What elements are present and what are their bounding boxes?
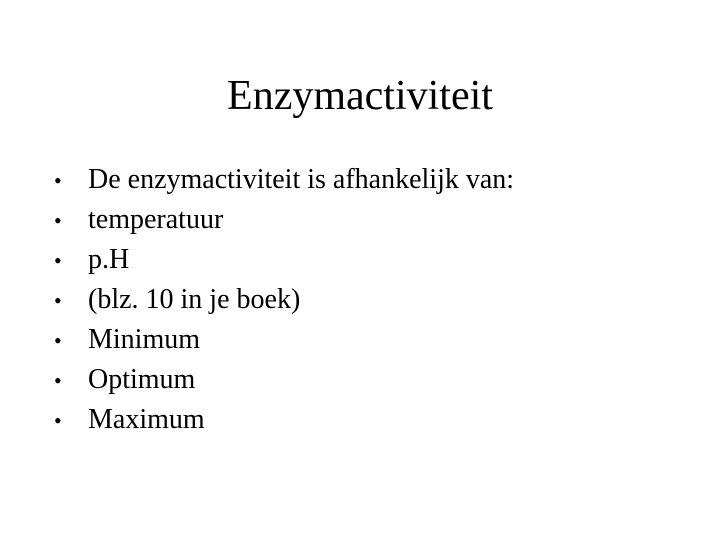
bullet-icon: •	[54, 368, 62, 393]
bullet-item	[54, 280, 694, 320]
bullet-text: De enzymactiviteit is afhankelijk van:	[88, 164, 515, 195]
bullet-item	[54, 400, 694, 440]
bullet-item	[54, 360, 694, 400]
bullet-icon: •	[54, 248, 62, 273]
bullet-icon: •	[54, 208, 62, 233]
bullet-text: Minimum	[88, 324, 201, 355]
bullet-item	[54, 240, 694, 280]
bullet-icon: •	[54, 408, 62, 433]
bullet-item	[54, 200, 694, 240]
bullet-text: Maximum	[88, 404, 205, 435]
bullet-item	[54, 160, 694, 200]
bullet-text: Optimum	[88, 364, 196, 395]
bullet-icon: •	[54, 168, 62, 193]
slide-title: Enzymactiviteit	[227, 73, 493, 119]
bullet-list	[54, 160, 694, 440]
bullet-text: (blz. 10 in je boek)	[88, 284, 301, 315]
bullet-icon: •	[54, 328, 62, 353]
bullet-icon: •	[54, 288, 62, 313]
bullet-item	[54, 320, 694, 360]
bullet-text: temperatuur	[88, 204, 224, 235]
bullet-text: p.H	[88, 244, 130, 275]
